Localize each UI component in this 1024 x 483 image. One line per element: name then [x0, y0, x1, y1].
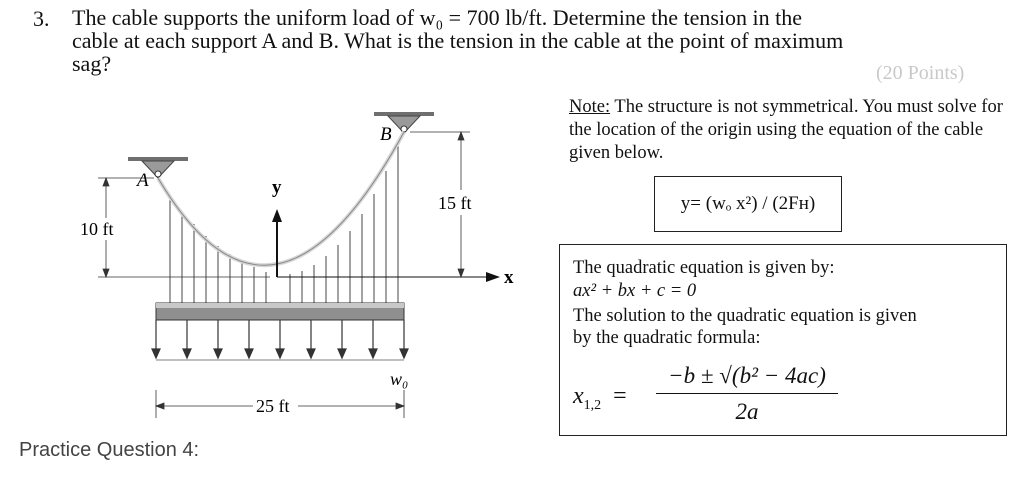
quadratic-solution-text-1: The solution to the quadratic equation is given	[573, 306, 917, 326]
note-label: Note:	[569, 97, 611, 117]
label-b: B	[380, 124, 392, 145]
distributed-load-arrows	[152, 320, 408, 358]
note-paragraph	[569, 96, 1019, 165]
quadratic-box	[559, 244, 1007, 436]
question-line-1: The cable supports the uniform load of w₀ = 700 lb/ft. Determine the tension in the	[72, 5, 803, 30]
quadratic-denominator: 2a	[735, 399, 759, 424]
question-number: 3.	[33, 6, 50, 31]
label-x: x	[504, 267, 514, 288]
quadratic-numerator: −b ± √(b² − 4ac)	[668, 363, 826, 388]
quadratic-equation: ax² + bx + c = 0	[573, 281, 697, 301]
dim-label-15ft: 15 ft	[438, 193, 472, 213]
quadratic-solution-text-2: by the quadratic formula:	[573, 328, 761, 348]
note-text: The structure is not symmetrical. You must solve for the location of the origin using the equation of the cable given below.	[569, 97, 1003, 163]
dim-label-25ft: 25 ft	[256, 396, 290, 416]
question-line-2: cable at each support A and B. What is the tension in the cable at the point of maximum	[72, 28, 844, 53]
load-label: w₀	[390, 369, 409, 389]
cable-diagram	[70, 90, 550, 430]
points-label: (20 Points)	[876, 62, 965, 84]
fraction-bar	[656, 393, 838, 394]
dim-label-10ft: 10 ft	[80, 219, 114, 239]
cable	[158, 132, 404, 265]
y-axis	[272, 209, 282, 277]
quadratic-intro: The quadratic equation is given by:	[573, 258, 835, 278]
x-axis	[277, 272, 500, 282]
label-a: A	[137, 170, 149, 191]
quadratic-lhs: $x_{1,2}$ =	[573, 383, 627, 413]
label-y: y	[272, 177, 282, 198]
hangers	[170, 145, 398, 303]
cable-equation-box	[654, 176, 842, 232]
cable-equation: y= (wₒ x²) / (2Fʜ)	[680, 193, 816, 214]
question-line-3: sag?	[72, 51, 112, 76]
practice-question-label: Practice Question 4:	[19, 439, 200, 461]
